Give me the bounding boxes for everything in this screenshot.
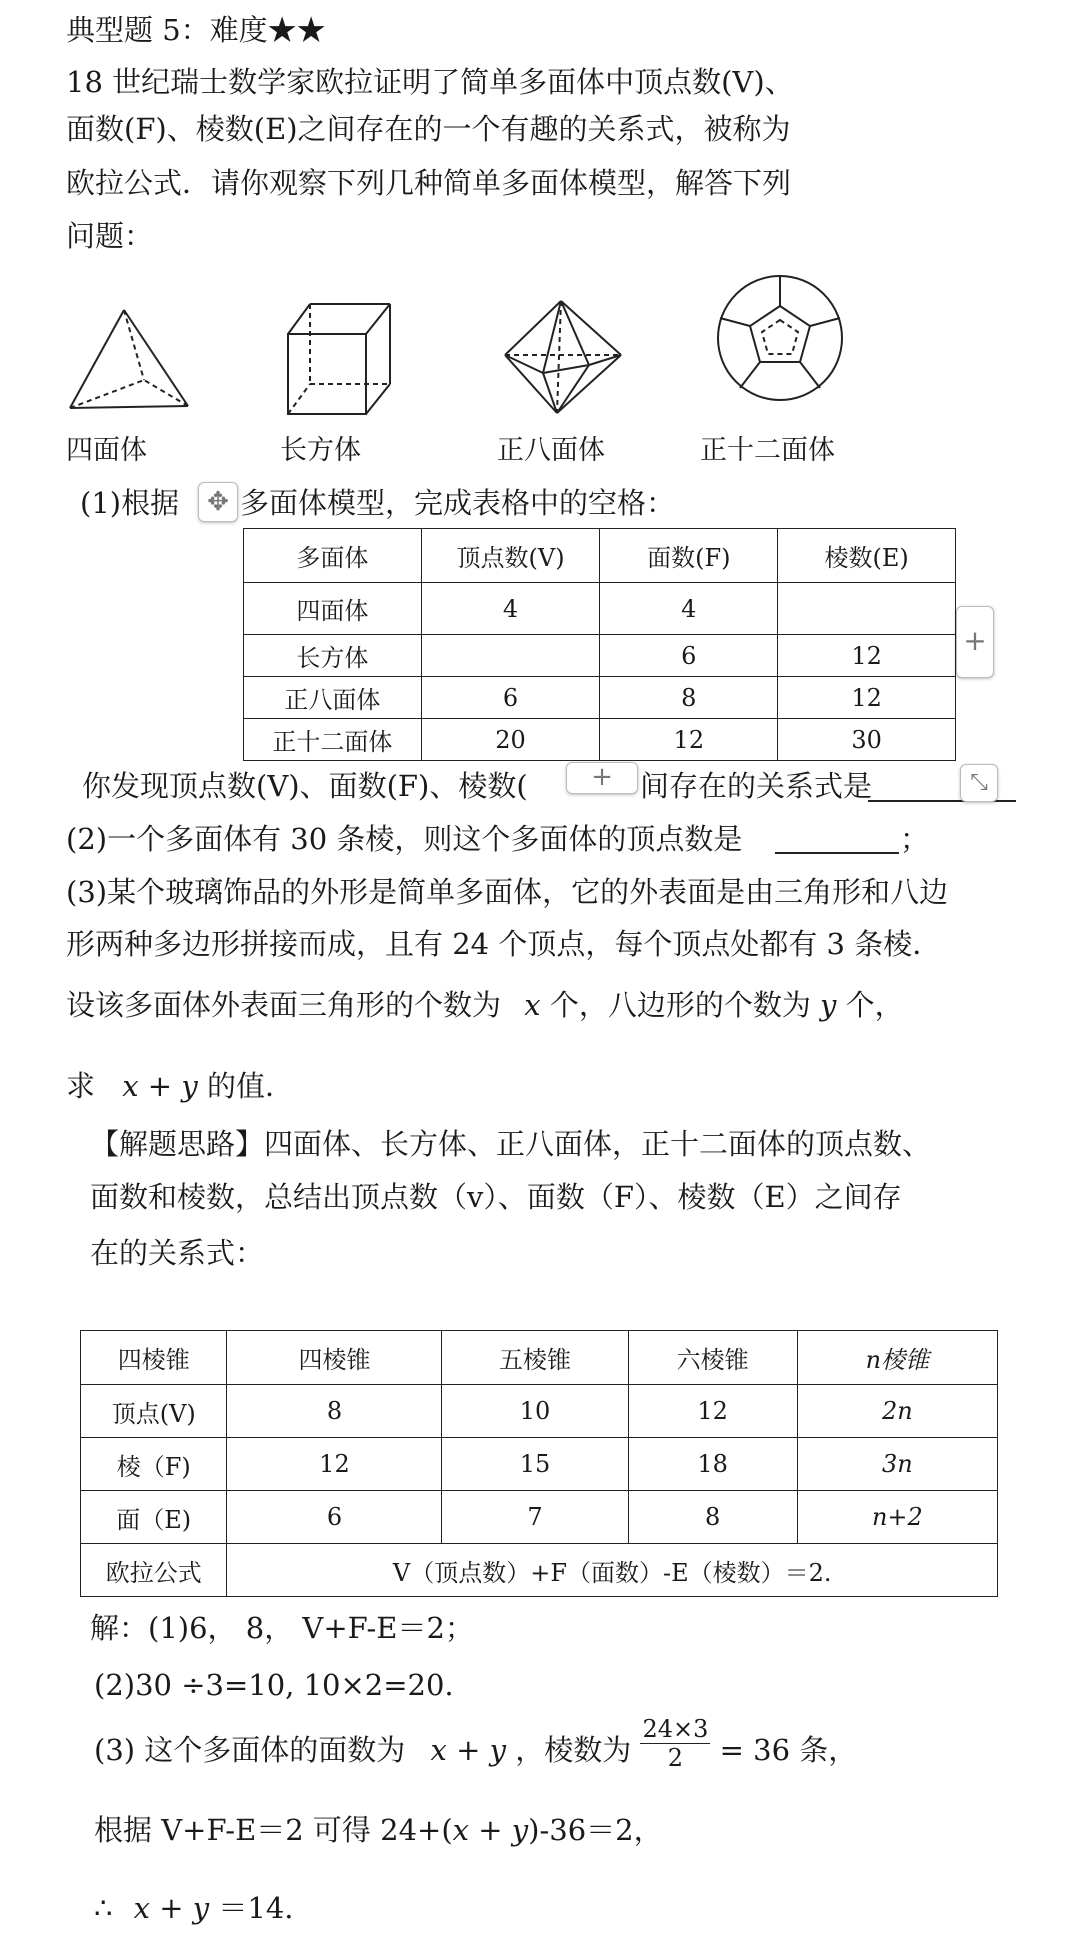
table-row: [244, 635, 956, 677]
hint-line-1: 【解题思路】四面体、长方体、正八面体，正十二面体的顶点数、: [90, 1127, 932, 1161]
intro-line-3: 欧拉公式．请你观察下列几种简单多面体模型，解答下列: [66, 166, 792, 200]
euler-formula-cell: V（顶点数）+F（面数）-E（棱数）＝2.: [227, 1544, 998, 1597]
table-cell: 6: [421, 677, 600, 719]
table-header-row: [81, 1331, 998, 1385]
q3-setup: [66, 985, 904, 1025]
solution-text: )-36＝2，: [528, 1813, 663, 1847]
table-cell: 4: [421, 583, 600, 635]
q3-setup-text: 个，: [845, 988, 904, 1022]
table-cell: 面（E): [81, 1491, 227, 1544]
q3-setup-text: 设该多面体外表面三角形的个数为: [66, 988, 502, 1022]
table-cell: 欧拉公式: [81, 1544, 227, 1597]
q3-line-1: (3)某个玻璃饰品的外形是简单多面体，它的外表面是由三角形和八边: [66, 875, 949, 909]
table-header-row: [244, 529, 956, 583]
therefore-symbol: ∴: [94, 1891, 113, 1925]
figure-label-dodecahedron: 正十二面体: [700, 435, 835, 466]
table-cell: 6: [600, 635, 778, 677]
table-row: [81, 1385, 998, 1438]
table-cell: 8: [628, 1491, 797, 1544]
fraction-numerator: 24×3: [642, 1714, 709, 1743]
table-cell: 7: [442, 1491, 628, 1544]
dodecahedron-icon: [710, 268, 850, 408]
table-header-cell: 四棱锥: [227, 1331, 442, 1385]
table-header-cell: 四棱锥: [81, 1331, 227, 1385]
q3-line-2: 形两种多边形拼接而成，且有 24 个顶点，每个顶点处都有 3 条棱．: [66, 927, 942, 961]
solution-step-4: [94, 1810, 663, 1850]
q2-text: (2)一个多面体有 30 条棱，则这个多面体的顶点数是: [66, 822, 743, 856]
solution-text: ＝14.: [218, 1891, 294, 1925]
q3-ask-text: 的值．: [206, 1069, 294, 1103]
add-row-button[interactable]: [566, 762, 638, 794]
figure-label-octahedron: 正八面体: [497, 435, 605, 466]
move-icon: ✥: [207, 487, 229, 517]
table-cell: 12: [227, 1438, 442, 1491]
table-row: [81, 1544, 998, 1597]
solution-text: (3) 这个多面体的面数为: [94, 1733, 406, 1767]
table-row: [81, 1438, 998, 1491]
tetrahedron-icon: [64, 300, 194, 420]
solution-step-5: [94, 1888, 294, 1928]
table-cell: 2n: [797, 1385, 997, 1438]
table-cell: 18: [628, 1438, 797, 1491]
q2-end: ；: [900, 822, 930, 856]
table-cell: 15: [442, 1438, 628, 1491]
table-row: [244, 583, 956, 635]
q3-setup-text: 个，八边形的个数为: [549, 988, 811, 1022]
table-cell: n+2: [797, 1491, 997, 1544]
table-cell: 3n: [797, 1438, 997, 1491]
table-cell: 8: [227, 1385, 442, 1438]
q3-ask-text: 求: [66, 1069, 96, 1103]
table-header-cell: n棱锥: [797, 1331, 997, 1385]
add-column-button[interactable]: [956, 606, 994, 678]
q1-prefix: (1)根据: [80, 486, 180, 520]
fraction: [640, 1715, 710, 1772]
table-header-cell: 顶点数(V): [421, 529, 600, 583]
table-cell: 12: [778, 635, 956, 677]
table-cell: 长方体: [244, 635, 422, 677]
intro-line-4: 问题：: [66, 219, 154, 253]
table-move-handle[interactable]: [198, 482, 238, 522]
table-cell: 正十二面体: [244, 719, 422, 761]
polyhedra-table: [243, 528, 956, 761]
q1-suffix: 多面体模型，完成表格中的空格：: [240, 486, 676, 520]
q2-answer-blank[interactable]: [775, 852, 899, 854]
solution-text: = 36 条，: [719, 1733, 858, 1767]
table-cell: 12: [628, 1385, 797, 1438]
cuboid-icon: [280, 296, 400, 421]
table-row: [244, 677, 956, 719]
table-cell-blank[interactable]: [421, 635, 600, 677]
solution-text: 根据 V+F-E＝2 可得 24+(: [94, 1813, 453, 1847]
solution-text: ，棱数为: [515, 1733, 632, 1767]
problem-title: 典型题 5：难度★★: [66, 13, 326, 47]
table-cell: 8: [600, 677, 778, 719]
table-cell: 12: [778, 677, 956, 719]
table-cell: 4: [600, 583, 778, 635]
hint-line-3: 在的关系式：: [90, 1236, 265, 1270]
table-cell: 顶点(V): [81, 1385, 227, 1438]
octahedron-icon: [497, 295, 632, 420]
plus-icon: +: [963, 624, 987, 657]
table-resize-handle[interactable]: [960, 764, 998, 802]
table-row: [81, 1491, 998, 1544]
table-cell: 12: [600, 719, 778, 761]
figure-label-tetrahedron: 四面体: [66, 435, 147, 466]
expr-x-plus-y: x + y: [430, 1733, 507, 1767]
expr-x-plus-y: x + y: [133, 1891, 210, 1925]
resize-icon: ⤡: [970, 770, 988, 795]
table-cell-blank[interactable]: [778, 583, 956, 635]
table-cell: 四面体: [244, 583, 422, 635]
table-cell: 30: [778, 719, 956, 761]
q1-relation-b: 间存在的关系式是: [640, 769, 873, 803]
table-header-cell: 多面体: [244, 529, 422, 583]
table-cell: 20: [421, 719, 600, 761]
table-header-cell: 五棱锥: [442, 1331, 628, 1385]
expr-x-plus-y: x + y: [452, 1813, 529, 1847]
pyramid-table: [80, 1330, 998, 1597]
table-cell: 6: [227, 1491, 442, 1544]
fraction-denominator: 2: [667, 1743, 684, 1772]
solution-step-2: (2)30 ÷3=10, 10×2=20.: [94, 1668, 454, 1702]
expr-x-plus-y: x + y: [122, 1069, 198, 1103]
intro-line-1: 18 世纪瑞士数学家欧拉证明了简单多面体中顶点数(V)、: [66, 65, 794, 99]
intro-line-2: 面数(F)、棱数(E)之间存在的一个有趣的关系式，被称为: [66, 112, 791, 146]
figure-label-cuboid: 长方体: [280, 435, 361, 466]
var-y: y: [820, 988, 837, 1022]
q3-ask: [66, 1066, 294, 1106]
q1-relation-a: 你发现顶点数(V)、面数(F)、棱数(: [82, 769, 528, 803]
solution-step-1: 解：(1)6， 8， V+F-E＝2；: [90, 1611, 474, 1645]
table-cell: 棱（F): [81, 1438, 227, 1491]
hint-line-2: 面数和棱数，总结出顶点数（v）、面数（F）、棱数（E）之间存: [90, 1180, 902, 1214]
var-x: x: [524, 988, 541, 1022]
table-header-cell: 六棱锥: [628, 1331, 797, 1385]
table-header-cell: 棱数(E): [778, 529, 956, 583]
table-cell: 正八面体: [244, 677, 422, 719]
table-cell: 10: [442, 1385, 628, 1438]
table-header-cell: 面数(F): [600, 529, 778, 583]
plus-icon: +: [591, 762, 613, 792]
table-row: [244, 719, 956, 761]
